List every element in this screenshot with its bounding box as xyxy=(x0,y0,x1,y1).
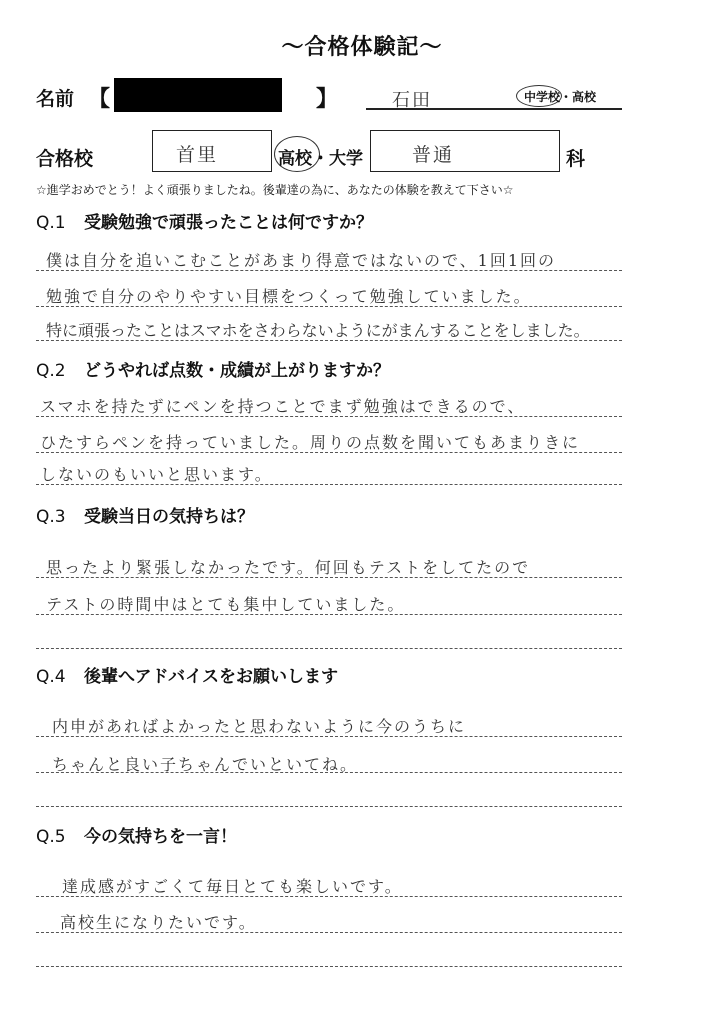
answer-rule xyxy=(36,416,622,417)
school-type: 中学校・高校 xyxy=(524,90,597,104)
answer-rule xyxy=(36,772,622,773)
answer-rule xyxy=(36,614,622,615)
answer-rule xyxy=(36,648,622,649)
answer-rule xyxy=(36,736,622,737)
page-title: 〜合格体験記〜 xyxy=(281,35,443,60)
question-2 xyxy=(36,356,390,381)
school-kind: 高校・大学 xyxy=(278,149,363,169)
question-number: Q.4 xyxy=(36,667,66,687)
answer-rule xyxy=(36,806,622,807)
question-3 xyxy=(36,502,254,527)
answer-rule xyxy=(36,306,622,307)
question-text: 受験当日の気持ちは？ xyxy=(84,507,254,527)
school-label: 合格校 xyxy=(36,148,94,170)
question-text: 受験勉強で頑張ったことは何ですか？ xyxy=(84,213,373,233)
answer-line: テストの時間中はとても集中していました。 xyxy=(46,595,406,614)
answer-rule xyxy=(36,896,622,897)
redacted-name xyxy=(114,78,282,112)
answer-line: 勉強で自分のやりやすい目標をつくって勉強していました。 xyxy=(46,287,532,306)
question-number: Q.1 xyxy=(36,213,66,233)
answer-line: 内申があればよかったと思わないように今のうちに xyxy=(52,717,467,736)
question-text: 今の気持ちを一言！ xyxy=(84,827,237,847)
answer-line: ちゃんと良い子ちゃんでいといてね。 xyxy=(52,755,359,774)
answer-line: しないのもいいと思います。 xyxy=(40,465,273,484)
department-box xyxy=(370,130,560,172)
school-name: 首里 xyxy=(176,144,219,166)
answer-line: 特に頑張ったことはスマホをさわらないようにがまんすることをしました。 xyxy=(46,321,590,340)
answer-rule xyxy=(36,577,622,578)
answer-rule xyxy=(36,966,622,967)
question-number: Q.2 xyxy=(36,361,66,381)
note-text: ☆進学おめでとう！よく頑張りましたね。後輩達の為に、あなたの体験を教えて下さい☆ xyxy=(36,183,514,197)
answer-rule xyxy=(36,932,622,933)
answer-line: 僕は自分を追いこむことがあまり得意ではないので、1回1回の xyxy=(46,251,557,270)
question-1 xyxy=(36,208,373,233)
name-label: 名前 xyxy=(36,88,75,110)
question-text: 後輩へアドバイスをお願いします xyxy=(84,667,338,687)
question-number: Q.5 xyxy=(36,827,66,847)
answer-line: スマホを持たずにペンを持つことでまず勉強はできるので、 xyxy=(40,397,526,416)
department-name: 普通 xyxy=(412,144,455,166)
answer-line: 高校生になりたいです。 xyxy=(60,913,257,932)
teacher-name: 石田 xyxy=(392,90,432,111)
department-suffix: 科 xyxy=(566,148,586,170)
question-text: どうやれば点数・成績が上がりますか？ xyxy=(84,361,390,381)
answer-line: ひたすらペンを持っていました。周りの点数を聞いてもあまりきに xyxy=(40,433,581,452)
answer-line: 思ったより緊張しなかったです。何回もテストをしてたので xyxy=(46,558,531,577)
answer-rule xyxy=(36,452,622,453)
answer-rule xyxy=(36,340,622,341)
answer-rule xyxy=(36,484,622,485)
bracket-open: 【 xyxy=(88,87,111,112)
question-4 xyxy=(36,662,338,687)
answer-rule xyxy=(36,270,622,271)
bracket-close: 】 xyxy=(316,87,339,112)
question-number: Q.3 xyxy=(36,507,66,527)
question-5 xyxy=(36,822,237,847)
answer-line: 達成感がすごくて毎日とても楽しいです。 xyxy=(62,877,403,896)
